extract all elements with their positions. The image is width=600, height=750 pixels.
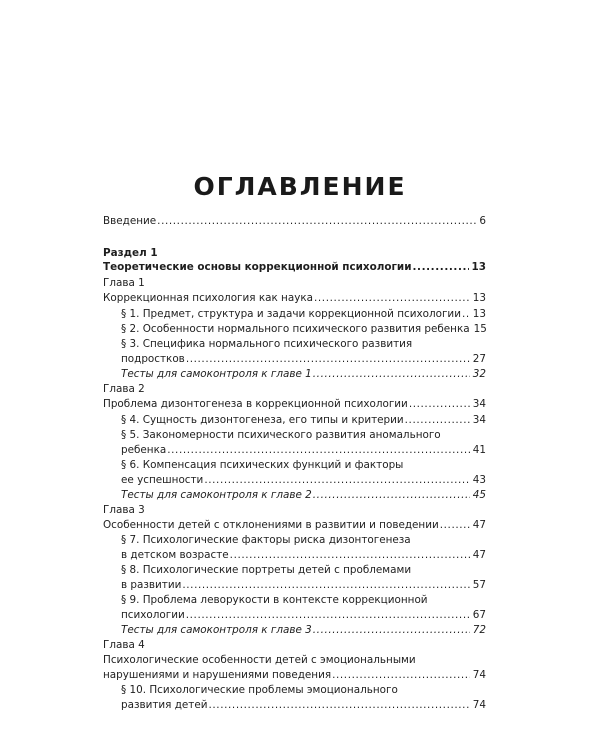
toc-entry-page: 13 bbox=[472, 308, 486, 320]
toc-entry-paragraph-9-line[interactable]: § 9. Проблема леворукости в контексте коррекционной bbox=[121, 594, 428, 606]
dot-leader bbox=[412, 260, 468, 274]
section-label: Раздел 1 bbox=[103, 247, 158, 259]
toc-entry-page: 74 bbox=[472, 669, 486, 681]
toc-entry-chapter-3[interactable] bbox=[103, 518, 486, 532]
toc-entry-paragraph-5-line[interactable]: § 5. Закономерности психического развития аномального bbox=[121, 429, 441, 441]
toc-entry-title: ее успешности bbox=[121, 474, 204, 486]
dot-leader bbox=[230, 548, 470, 562]
dot-leader bbox=[313, 367, 470, 381]
chapter-label: Глава 1 bbox=[103, 277, 145, 289]
toc-entry-tests-2[interactable] bbox=[121, 488, 486, 502]
toc-entry-title: подростков bbox=[121, 353, 185, 365]
toc-entry-paragraph-7-line[interactable]: § 7. Психологические факторы риска дизонтогенеза bbox=[121, 534, 411, 546]
toc-entry-paragraph-9[interactable] bbox=[121, 608, 486, 622]
toc-entry-page: 47 bbox=[472, 519, 486, 531]
chapter-label: Глава 4 bbox=[103, 639, 145, 651]
toc-entry-page: 13 bbox=[472, 292, 486, 304]
toc-entry-paragraph-8-line[interactable]: § 8. Психологические портреты детей с проблемами bbox=[121, 564, 412, 576]
toc-entry-page: 32 bbox=[472, 368, 486, 380]
dot-leader bbox=[332, 668, 470, 682]
dot-leader bbox=[186, 352, 470, 366]
toc-entry-paragraph-7[interactable] bbox=[121, 548, 486, 562]
dot-leader bbox=[182, 578, 469, 592]
toc-entry-page: 27 bbox=[472, 353, 486, 365]
toc-entry-paragraph-2[interactable] bbox=[121, 322, 486, 336]
toc-entry-page: 47 bbox=[472, 549, 486, 561]
dot-leader bbox=[314, 291, 470, 305]
toc-entry-page: 34 bbox=[472, 398, 486, 410]
toc-entry-paragraph-1[interactable] bbox=[121, 307, 486, 321]
toc-entry-chapter-4-line[interactable]: Психологические особенности детей с эмоциональными bbox=[103, 654, 416, 666]
dot-leader bbox=[409, 397, 470, 411]
toc-entry-page: 13 bbox=[471, 261, 486, 273]
toc-entry-page: 67 bbox=[472, 609, 486, 621]
dot-leader bbox=[405, 413, 470, 427]
dot-leader bbox=[462, 307, 470, 321]
toc-entry-title: Введение bbox=[103, 215, 157, 227]
dot-leader bbox=[440, 518, 470, 532]
toc-entry-tests-1[interactable] bbox=[121, 367, 486, 381]
dot-leader bbox=[204, 473, 469, 487]
toc-entry-title: § 2. Особенности нормального психического развития ребенка bbox=[121, 323, 470, 335]
toc-entry-paragraph-3-line[interactable]: § 3. Специфика нормального психического развития bbox=[121, 338, 413, 350]
page-title: ОГЛАВЛЕНИЕ bbox=[193, 172, 407, 201]
toc-entry-title: психологии bbox=[121, 609, 185, 621]
dot-leader bbox=[209, 698, 470, 712]
toc-entry-page: 15 bbox=[473, 323, 487, 335]
toc-entry-intro[interactable] bbox=[103, 214, 486, 228]
toc-entry-paragraph-10-line[interactable]: § 10. Психологические проблемы эмоционального bbox=[121, 684, 398, 696]
toc-entry-page: 34 bbox=[472, 414, 486, 426]
toc-entry-title: Тесты для самоконтроля к главе 2 bbox=[121, 489, 312, 501]
toc-entry-title: развития детей bbox=[121, 699, 208, 711]
toc-entry-paragraph-3[interactable] bbox=[121, 352, 486, 366]
toc-entry-paragraph-5[interactable] bbox=[121, 443, 486, 457]
toc-entry-title: в детском возрасте bbox=[121, 549, 229, 561]
toc-entry-title: Коррекционная психология как наука bbox=[103, 292, 313, 304]
toc-entry-paragraph-4[interactable] bbox=[121, 413, 486, 427]
toc-entry-section-1[interactable] bbox=[103, 260, 486, 274]
toc-entry-page: 43 bbox=[472, 474, 486, 486]
toc-entry-chapter-2[interactable] bbox=[103, 397, 486, 411]
chapter-label: Глава 3 bbox=[103, 504, 145, 516]
toc-entry-page: 45 bbox=[472, 489, 486, 501]
toc-entry-title: ребенка bbox=[121, 444, 167, 456]
toc-entry-title: Особенности детей с отклонениями в развитии и поведении bbox=[103, 519, 439, 531]
toc-entry-title: Проблема дизонтогенеза в коррекционной психологии bbox=[103, 398, 408, 410]
dot-leader bbox=[167, 443, 470, 457]
toc-entry-page: 41 bbox=[472, 444, 486, 456]
toc-entry-chapter-1[interactable] bbox=[103, 291, 486, 305]
toc-entry-paragraph-6-line[interactable]: § 6. Компенсация психических функций и факторы bbox=[121, 459, 404, 471]
toc-entry-title: нарушениями и нарушениями поведения bbox=[103, 669, 332, 681]
toc-entry-title: в развитии bbox=[121, 579, 182, 591]
toc-entry-page: 6 bbox=[479, 215, 486, 227]
toc-entry-title: Теоретические основы коррекционной психологии bbox=[103, 261, 412, 273]
toc-entry-paragraph-10[interactable] bbox=[121, 698, 486, 712]
toc-entry-page: 74 bbox=[472, 699, 486, 711]
toc-entry-paragraph-8[interactable] bbox=[121, 578, 486, 592]
toc-entry-chapter-4[interactable] bbox=[103, 668, 486, 682]
toc-entry-paragraph-6[interactable] bbox=[121, 473, 486, 487]
dot-leader bbox=[313, 623, 470, 637]
toc-entry-title: Тесты для самоконтроля к главе 3 bbox=[121, 624, 312, 636]
dot-leader bbox=[313, 488, 470, 502]
toc-entry-title: Тесты для самоконтроля к главе 1 bbox=[121, 368, 312, 380]
dot-leader bbox=[157, 214, 476, 228]
toc-entry-tests-3[interactable] bbox=[121, 623, 486, 637]
toc-entry-page: 57 bbox=[472, 579, 486, 591]
toc-entry-title: § 4. Сущность дизонтогенеза, его типы и критерии bbox=[121, 414, 404, 426]
toc-entry-title: § 1. Предмет, структура и задачи коррекционной психологии bbox=[121, 308, 461, 320]
chapter-label: Глава 2 bbox=[103, 383, 145, 395]
dot-leader bbox=[186, 608, 470, 622]
toc-entry-page: 72 bbox=[472, 624, 486, 636]
